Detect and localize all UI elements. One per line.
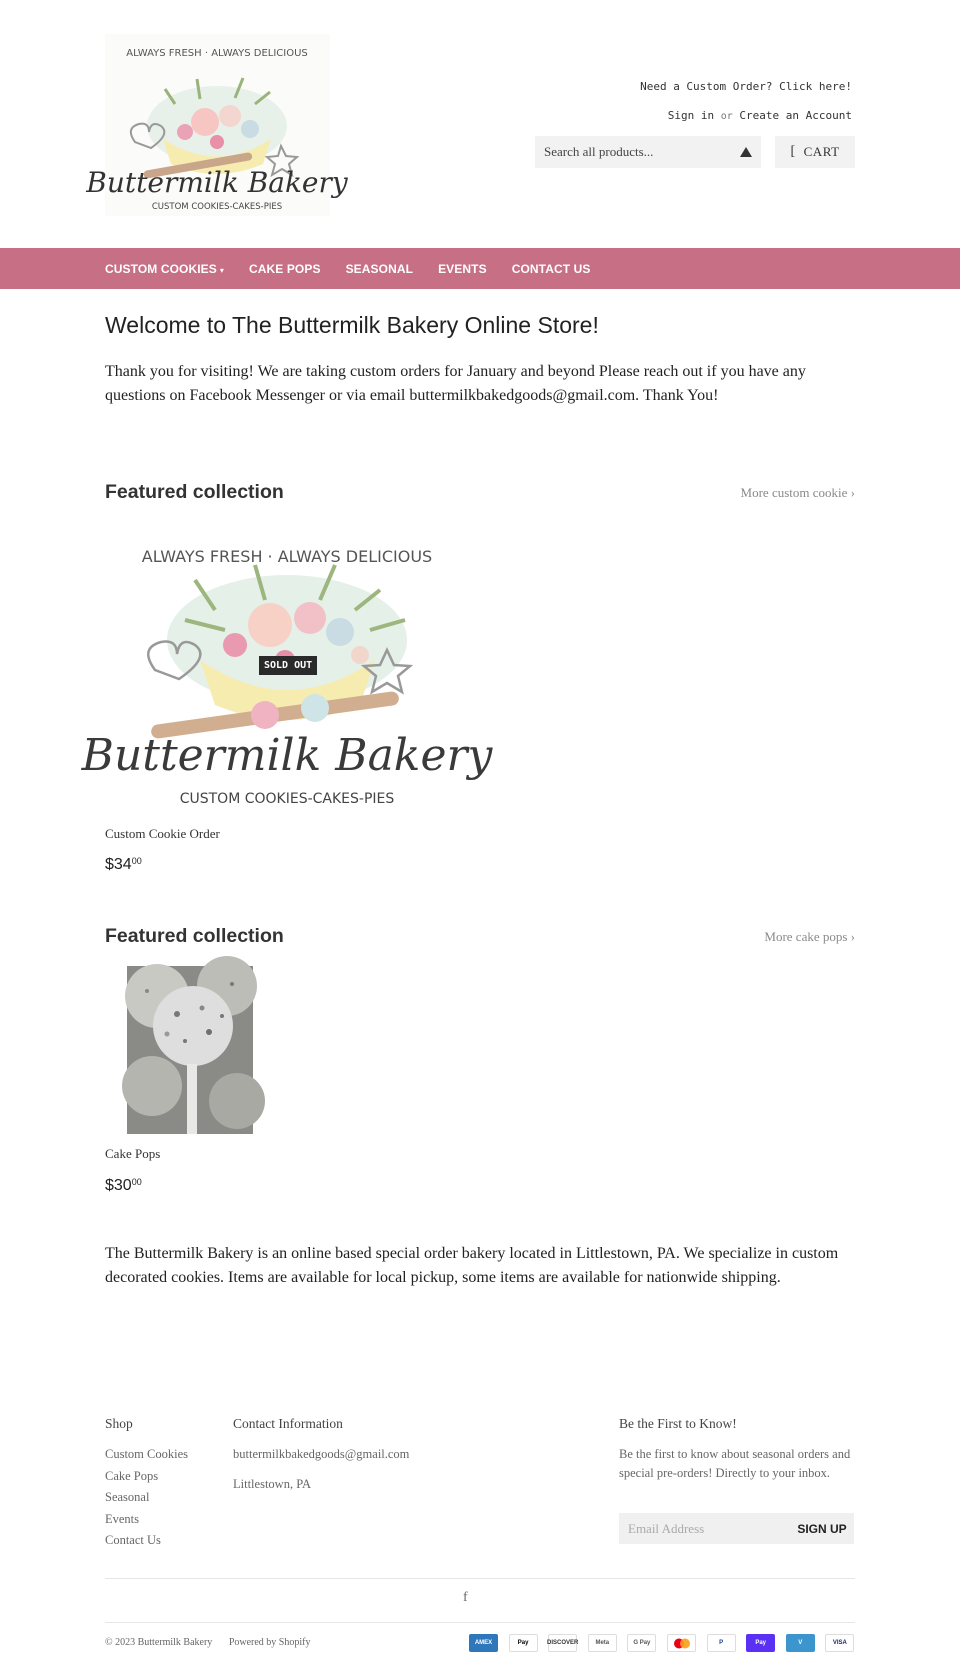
logo-name: Buttermilk Bakery (86, 166, 348, 199)
footer-contact-location: Littlestown, PA (233, 1477, 312, 1491)
paypal-icon: P (707, 1634, 736, 1652)
search-input[interactable] (544, 144, 734, 160)
powered-by-link[interactable]: Powered by Shopify (228, 1637, 311, 1648)
sold-out-badge: SOLD OUT (259, 656, 317, 675)
nav-item-cake-pops[interactable]: CAKE POPS (248, 261, 321, 276)
logo-sub: CUSTOM COOKIES-CAKES-PIES (151, 202, 283, 212)
facebook-icon[interactable]: f (463, 1590, 468, 1605)
footer-link-seasonal[interactable]: Seasonal (105, 1490, 150, 1504)
featured-collection-title: Featured collection (105, 925, 284, 947)
cart-button[interactable] (775, 136, 855, 168)
site-logo[interactable] (86, 34, 348, 216)
email-field[interactable] (619, 1513, 790, 1544)
footer-link-events[interactable]: Events (105, 1512, 140, 1526)
footer-divider (105, 1622, 855, 1623)
footer-copyright (105, 1637, 310, 1648)
custom-order-link[interactable]: Need a Custom Order? Click here! (640, 80, 852, 93)
footer-divider (105, 1578, 855, 1579)
featured-collection-title: Featured collection (105, 481, 284, 503)
nav-item-custom-cookies[interactable]: CUSTOM COOKIES ▾ (105, 261, 224, 276)
logo-tagline: ALWAYS FRESH · ALWAYS DELICIOUS (141, 547, 433, 566)
intro-text: Thank you for visiting! We are taking custom orders for January and beyond Please reach out if you have any questions on Facebook Messenger or via email buttermilkbakedgoods@gmail.com. Thank You! (105, 363, 806, 404)
sign-up-button[interactable]: SIGN UP (790, 1513, 854, 1544)
venmo-icon: V (786, 1634, 815, 1652)
nav-item-seasonal[interactable]: SEASONAL (345, 261, 414, 276)
search-bar (535, 136, 761, 168)
account-links (668, 109, 852, 122)
logo-name: Buttermilk Bakery (81, 730, 493, 781)
google-pay-icon: G Pay (627, 1634, 656, 1652)
product-image-cake-pops[interactable] (127, 966, 253, 1134)
product-title-custom-cookie[interactable]: Custom Cookie Order (105, 826, 220, 841)
search-icon[interactable] (740, 147, 752, 157)
american-express-icon: AMEX (469, 1634, 498, 1652)
sign-in-link[interactable]: Sign in (667, 109, 715, 122)
discover-icon: DISCOVER (548, 1634, 577, 1652)
page-title: Welcome to The Buttermilk Bakery Online Store! (105, 312, 599, 338)
footer-link-contact-us[interactable]: Contact Us (105, 1533, 161, 1547)
product-title-cake-pops[interactable]: Cake Pops (105, 1146, 161, 1161)
nav-item-events[interactable]: EVENTS (438, 261, 487, 276)
cart-label: CART (803, 144, 840, 159)
shop-pay-icon: Pay (746, 1634, 775, 1652)
footer-link-cake-pops[interactable]: Cake Pops (105, 1469, 159, 1483)
meta-pay-icon: Meta (588, 1634, 617, 1652)
mastercard-icon (667, 1634, 696, 1652)
more-cake-pops-link[interactable]: More cake pops › (764, 929, 855, 944)
main-nav (0, 248, 960, 289)
footer-shop-heading: Shop (105, 1416, 133, 1431)
or-text: or (720, 111, 733, 122)
logo-tagline: ALWAYS FRESH · ALWAYS DELICIOUS (126, 48, 308, 59)
copyright-text: © 2023 Buttermilk Bakery (105, 1637, 213, 1648)
cart-icon: [ (790, 144, 796, 159)
footer-link-custom-cookies[interactable]: Custom Cookies (105, 1447, 188, 1461)
footer-contact-heading: Contact Information (233, 1416, 343, 1431)
nav-item-contact-us[interactable]: CONTACT US (511, 261, 591, 276)
footer-contact-email[interactable]: buttermilkbakedgoods@gmail.com (233, 1447, 410, 1461)
footer-newsletter-heading: Be the First to Know! (619, 1416, 737, 1431)
product-price-custom-cookie: $\$34^{00}$ (105, 856, 142, 873)
about-text: The Buttermilk Bakery is an online based special order bakery located in Littlestown, PA. We specialize in custom decorated cookies. Items are available for local pickup, some items are available for nationwide shipping. (105, 1245, 839, 1286)
create-account-link[interactable]: Create an Account (739, 109, 852, 122)
chevron-down-icon: ▾ (219, 265, 224, 275)
more-custom-cookie-link[interactable]: More custom cookie › (740, 485, 855, 500)
footer-newsletter-text: Be the first to know about seasonal orders and special pre-orders! Directly to your inbox. (619, 1447, 851, 1480)
apple-pay-icon: Pay (509, 1634, 538, 1652)
logo-sub: CUSTOM COOKIES-CAKES-PIES (179, 791, 395, 807)
product-price-cake-pops: $\$30^{00}$ (105, 1177, 142, 1194)
visa-icon: VISA (825, 1634, 854, 1652)
